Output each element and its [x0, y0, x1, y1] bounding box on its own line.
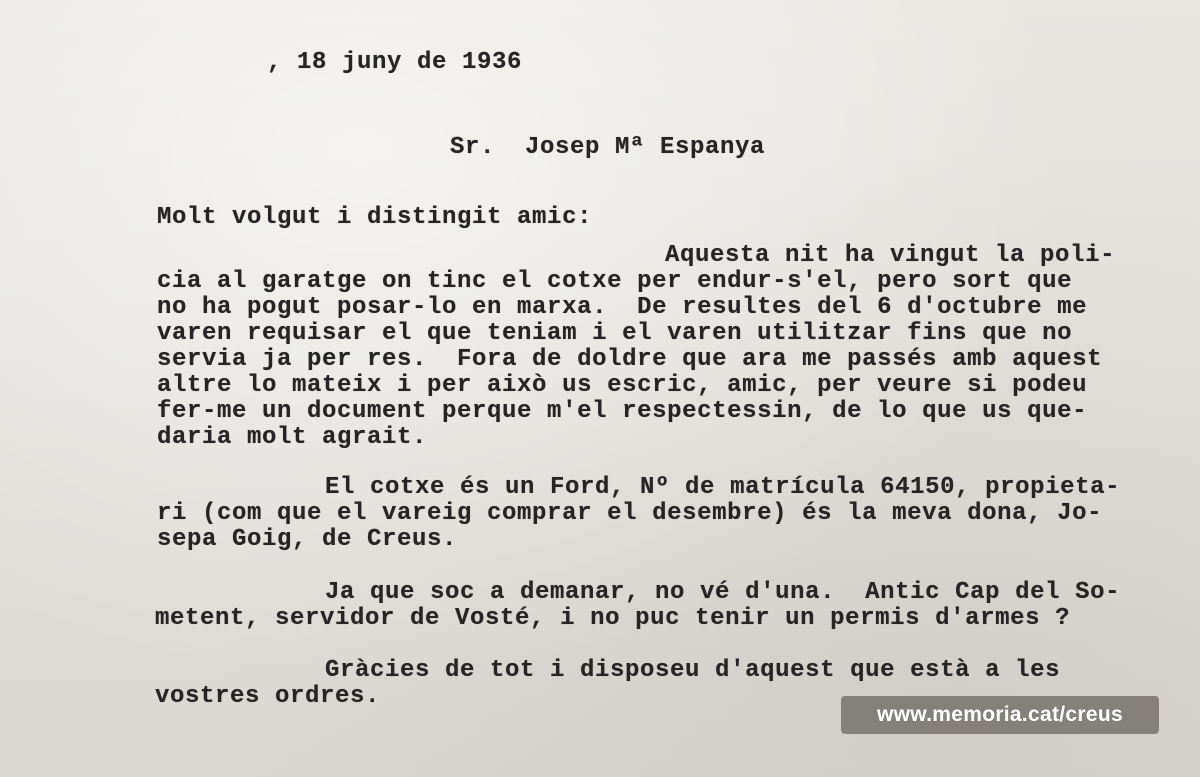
paragraph-1-line: daria molt agrait. [157, 424, 428, 451]
source-watermark-badge [841, 696, 1159, 734]
paragraph-1-line: no ha pogut posar-lo en marxa. De resultes del 6 d'octubre me [157, 294, 1088, 321]
letter-salutation: Molt volgut i distingit amic: [157, 204, 593, 231]
paragraph-4-line: vostres ordres. [155, 683, 381, 710]
letter-date: , 18 juny de 1936 [267, 49, 523, 76]
paragraph-4-line: Gràcies de tot i disposeu d'aquest que està a les [325, 657, 1061, 684]
paragraph-2-line: sepa Goig, de Creus. [157, 526, 458, 553]
paragraph-1-line: fer-me un document perque m'el respectessin, de lo que us que- [157, 398, 1088, 425]
letter-recipient: Sr. Josep Mª Espanya [450, 134, 766, 161]
paragraph-1-line: varen requisar el que teniam i el varen utilitzar fins que no [157, 320, 1073, 347]
paragraph-1-line: cia al garatge on tinc el cotxe per endur-s'el, pero sort que [157, 268, 1073, 295]
paragraph-1-line: servia ja per res. Fora de doldre que ara me passés amb aquest [157, 346, 1103, 373]
source-watermark-text: www.memoria.cat/creus [877, 703, 1123, 726]
paragraph-2-line: El cotxe és un Ford, Nº de matrícula 64150, propieta- [325, 474, 1121, 501]
paragraph-1-line: Aquesta nit ha vingut la poli- [665, 242, 1116, 269]
paragraph-3-line: Ja que soc a demanar, no vé d'una. Antic Cap del So- [325, 579, 1121, 606]
paragraph-3-line: metent, servidor de Vosté, i no puc tenir un permis d'armes ? [155, 605, 1071, 632]
paragraph-2-line: ri (com que el vareig comprar el desembre) és la meva dona, Jo- [157, 500, 1103, 527]
paragraph-1-line: altre lo mateix i per això us escric, amic, per veure si podeu [157, 372, 1088, 399]
